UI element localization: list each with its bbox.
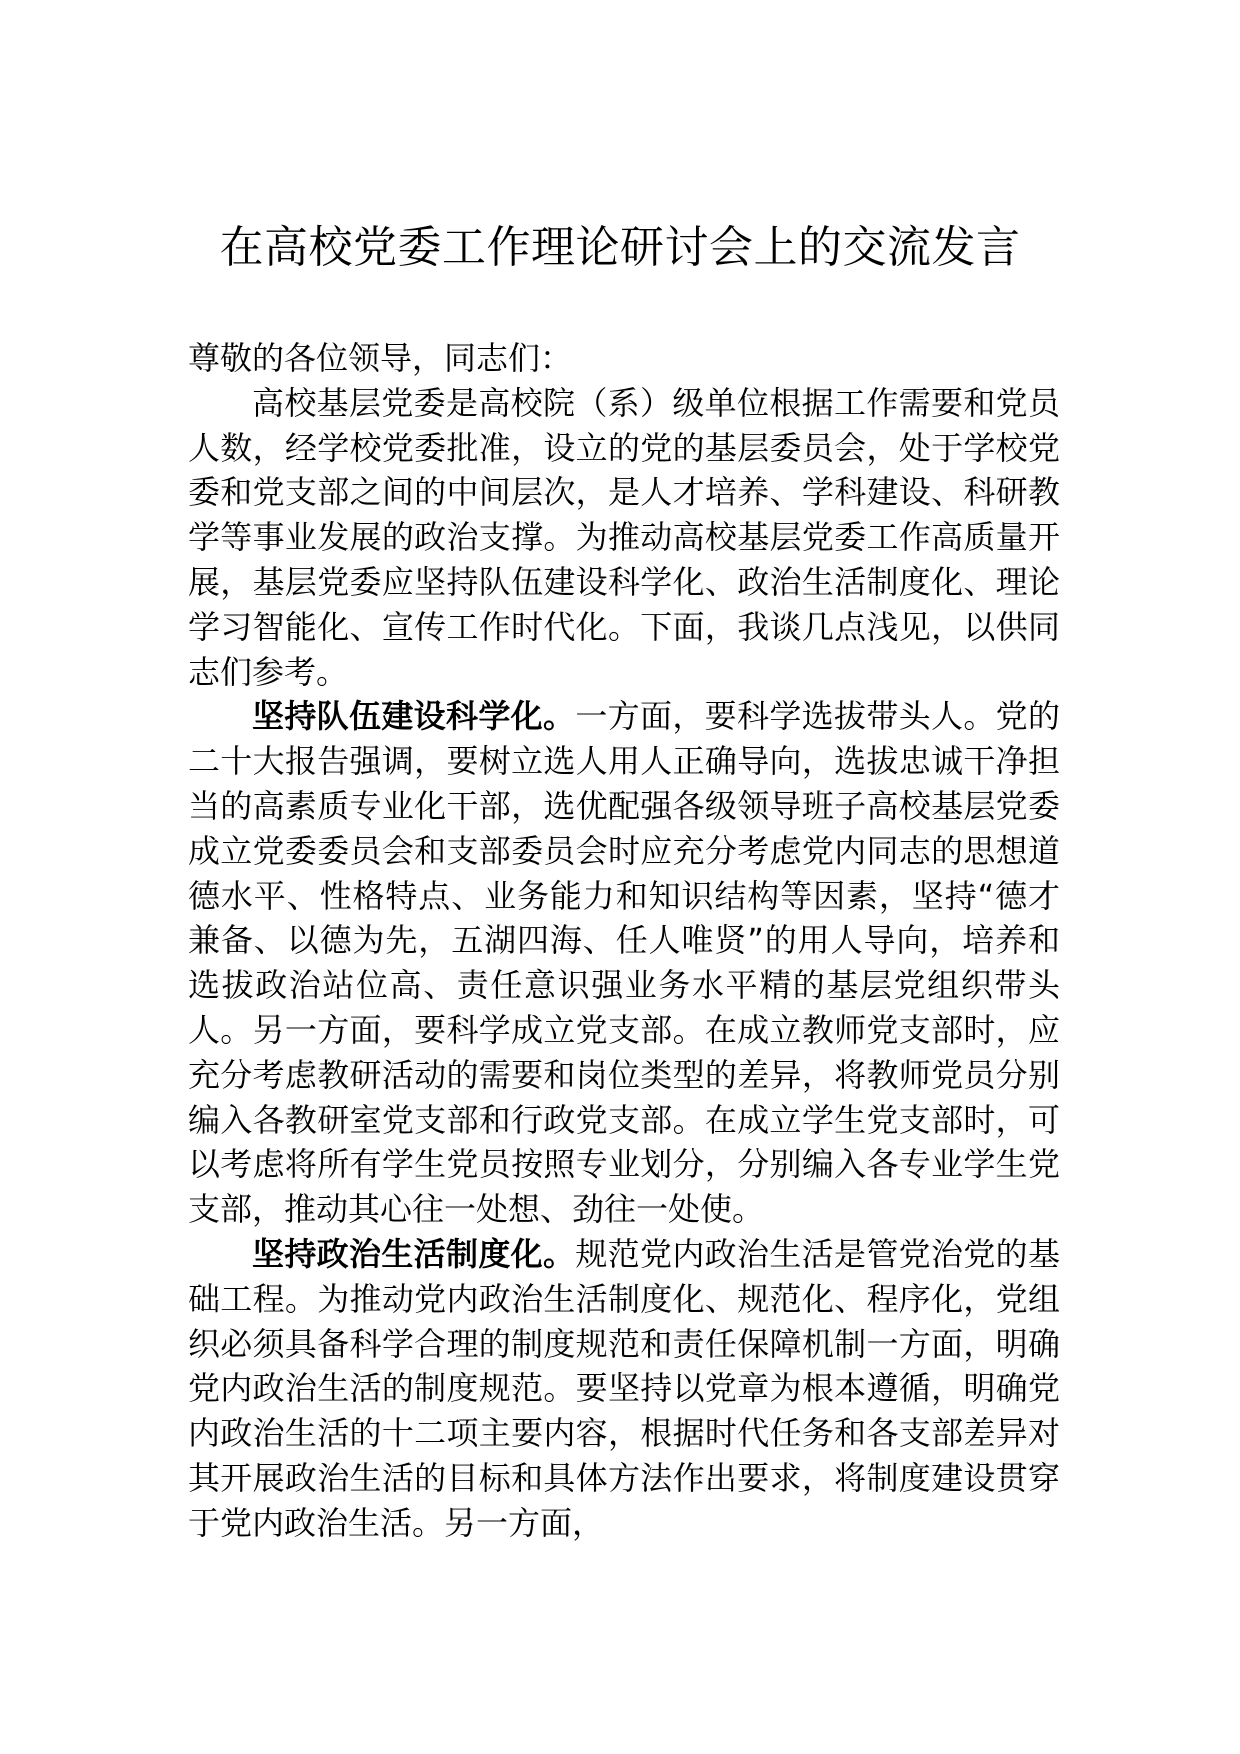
paragraph-intro [188, 381, 1060, 695]
salutation: 尊敬的各位领导，同志们： [188, 339, 573, 377]
paragraph-text: 规范党内政治生活是管党治党的基础工程。为推动党内政治生活制度化、规范化、程序化，党组织必须具备科学合理的制度规范和责任保障机制一方面，明确党内政治生活的制度规范。要坚持以党章为根本遵循，明确党内政治生活的十二项主要内容，根据时代任务和各支部差异对其开展政治生活的目标和具体方法作出要求，将制度建设贯穿于党内政治生活。另一方面， [188, 1234, 1060, 1542]
paragraph-text: 一方面，要科学选拔带头人。党的二十大报告强调，要树立选人用人正确导向，选拔忠诚干净担当的高素质专业化干部，选优配强各级领导班子高校基层党委成立党委委员会和支部委员会时应充分考虑党内同志的思想道德水平、性格特点、业务能力和知识结构等因素，坚持“德才兼备、以德为先，五湖四海、任人唯贤”的用人导向，培养和选拔政治站位高、责任意识强业务水平精的基层党组织带头人。另一方面，要科学成立党支部。在成立教师党支部时，应充分考虑教研活动的需要和岗位类型的差异，将教师党员分别编入各教研室党支部和行政党支部。在成立学生党支部时，可以考虑将所有学生党员按照专业划分，分别编入各专业学生党支部，推动其心往一处想、劲往一处使。 [188, 697, 1060, 1229]
paragraph-heading: 坚持队伍建设科学化。 [252, 697, 576, 736]
document-body [188, 336, 1060, 1546]
paragraph-heading: 坚持政治生活制度化。 [252, 1234, 576, 1273]
paragraph-text: 高校基层党委是高校院（系）级单位根据工作需要和党员人数，经学校党委批准，设立的党的基层委员会，处于学校党委和党支部之间的中间层次，是人才培养、学科建设、科研教学等事业发展的政治支撑。为推动高校基层党委工作高质量开展，基层党委应坚持队伍建设科学化、政治生活制度化、理论学习智能化、宣传工作时代化。下面，我谈几点浅见，以供同志们参考。 [188, 383, 1060, 691]
paragraph-team-building [188, 694, 1060, 1232]
document-title: 在高校党委工作理论研讨会上的交流发言 [219, 222, 1021, 273]
paragraph-political-life [188, 1232, 1060, 1546]
